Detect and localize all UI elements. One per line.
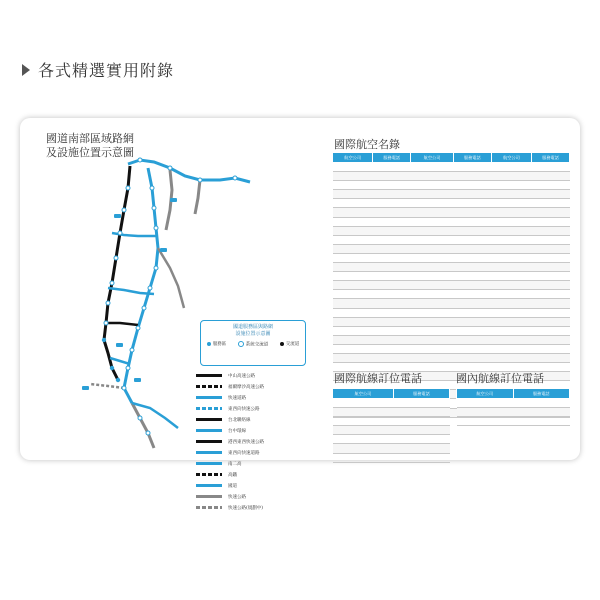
legend-item [196,469,316,480]
table-cell [333,244,373,253]
legend-box-item [238,341,269,348]
legend-item [196,491,316,502]
table-cell [333,299,373,308]
legend-box-item-label: 服務區 [212,342,227,347]
table-cell [491,172,531,181]
table-header-cell: 航空公司 [333,389,394,399]
legend-label: 福爾摩沙高速公路 [228,384,264,390]
legend-box [200,320,306,366]
table-cell [453,235,491,244]
legend-label: 快速公路(規劃中) [228,505,264,511]
table-row [333,281,570,290]
legend-line-icon [196,473,222,476]
table-cell [411,190,454,199]
legend-label: 南二高 [228,461,242,467]
table-cell [453,353,491,362]
table-cell [411,163,454,172]
legend-label: 中山高速公路 [228,373,255,379]
intl-airlines-title: 國際航空名錄 [334,138,400,151]
domestic-booking-table [456,388,570,426]
table-cell [532,290,570,299]
table-cell [333,235,373,244]
table-cell [491,344,531,353]
table-header-cell: 服務電話 [393,389,449,399]
table-cell [333,326,373,335]
legend-box-title [201,324,305,338]
table-row [333,353,570,362]
triangle-bullet-icon [22,64,30,76]
table-cell [393,453,449,462]
legend-line-icon [196,374,222,377]
table-cell [453,226,491,235]
table-row [333,399,450,408]
intl-booking-title: 國際航線訂位電話 [334,372,422,385]
table-cell [333,417,394,426]
table-cell [491,335,531,344]
table-cell [491,253,531,262]
table-cell [333,290,373,299]
table-header-cell: 航空公司 [457,389,514,399]
table-cell [532,344,570,353]
table-cell [393,399,449,408]
table-row [333,172,570,181]
table-row [333,335,570,344]
table-cell [491,181,531,190]
legend-item [196,447,316,458]
table-cell [373,172,411,181]
table-cell [411,181,454,190]
legend-box-row [201,341,305,348]
table-cell [333,426,394,435]
legend-label: 東西向快速公路 [228,406,260,412]
table-header-row [333,389,450,399]
table-cell [453,299,491,308]
legend-line-icon [196,429,222,432]
table-row [333,344,570,353]
table-cell [411,353,454,362]
table-cell [532,263,570,272]
table-cell [453,317,491,326]
table-cell [333,172,373,181]
table-cell [491,326,531,335]
table-cell [393,408,449,417]
table-cell [532,299,570,308]
table-cell [411,226,454,235]
table-cell [491,308,531,317]
legend-box-title-line1: 國道服務區與路網 [232,324,273,330]
table-cell [373,263,411,272]
table-cell [453,344,491,353]
content-card [20,118,580,511]
table-cell [333,281,373,290]
table-cell [373,226,411,235]
legend-item [196,370,316,381]
table-row [333,426,450,435]
table-cell [453,281,491,290]
table-cell [411,172,454,181]
table-cell [453,208,491,217]
table-cell [373,190,411,199]
table-row [333,326,570,335]
table-cell [532,317,570,326]
table-row [333,299,570,308]
table-header-cell: 航空公司 [491,153,531,163]
legend-item [196,381,316,392]
table-row [333,190,570,199]
table-row [333,408,450,417]
table-cell [373,353,411,362]
table-cell [532,226,570,235]
table-cell [453,181,491,190]
table-cell [333,335,373,344]
table-cell [532,253,570,262]
table-cell [411,263,454,272]
table-cell [532,163,570,172]
table-header-cell: 服務電話 [532,153,570,163]
table-cell [411,199,454,208]
road-map-panel [20,118,320,511]
table-cell [333,444,394,453]
table-cell [453,335,491,344]
table-cell [453,253,491,262]
table-cell [333,163,373,172]
table-cell [491,199,531,208]
table-cell [373,199,411,208]
page-title: 各式精選實用附錄 [38,61,175,80]
table-cell [453,172,491,181]
table-cell [333,435,394,444]
legend-label: 高鐵 [228,472,237,478]
table-cell [333,217,373,226]
table-cell [393,426,449,435]
table-cell [373,344,411,353]
table-cell [453,272,491,281]
table-row [333,244,570,253]
table-cell [411,272,454,281]
table-cell [373,272,411,281]
table-cell [373,308,411,317]
legend-line-icon [196,495,222,498]
table-cell [373,217,411,226]
table-cell [411,253,454,262]
page-header [22,58,174,81]
table-cell [333,344,373,353]
table-cell [333,208,373,217]
table-cell [373,235,411,244]
table-cell [532,335,570,344]
table-cell [333,181,373,190]
legend-label: 快速公路 [228,494,246,500]
table-cell [532,181,570,190]
legend-label: 國道 [228,483,237,489]
legend-box-item-label: 系統交流道 [245,342,269,348]
table-cell [532,326,570,335]
table-cell [453,290,491,299]
table-cell [513,399,570,408]
table-cell [457,408,514,417]
table-cell [491,235,531,244]
table-cell [532,308,570,317]
legend-item [196,403,316,414]
legend-line-icon [196,440,222,443]
table-cell [491,163,531,172]
legend-box-item [280,341,300,348]
table-header-cell: 航空公司 [411,153,454,163]
table-cell [373,281,411,290]
table-row [333,263,570,272]
map-title-line1: 國道南部區域路網 [46,132,134,145]
table-cell [513,408,570,417]
table-cell [411,317,454,326]
table-row [333,217,570,226]
table-header-cell: 服務電話 [513,389,570,399]
domestic-booking-title: 國內航線訂位電話 [456,372,544,385]
legend-line-icon [196,407,222,410]
legend-label: 快速道路 [228,395,246,401]
table-row [333,208,570,217]
table-cell [333,308,373,317]
table-cell [333,253,373,262]
table-cell [373,335,411,344]
table-cell [373,317,411,326]
table-cell [453,163,491,172]
map-title-line2: 及設施位置示意圖 [46,146,134,159]
table-row [457,408,570,417]
table-cell [373,208,411,217]
table-cell [453,326,491,335]
table-cell [457,399,514,408]
table-cell [532,244,570,253]
table-cell [491,244,531,253]
table-cell [491,317,531,326]
table-cell [333,317,373,326]
table-cell [333,353,373,362]
table-row [333,181,570,190]
table-cell [491,263,531,272]
legend-label: 港西東西快速公路 [228,439,264,445]
table-cell [411,290,454,299]
legend-item [196,425,316,436]
map-legend [196,370,316,513]
table-cell [491,217,531,226]
map-title [46,132,134,160]
table-row [333,253,570,262]
table-row [333,163,570,172]
table-cell [457,417,514,426]
legend-item [196,392,316,403]
table-cell [411,308,454,317]
table-header-cell: 服務電話 [453,153,491,163]
table-cell [491,353,531,362]
table-cell [532,272,570,281]
table-cell [373,163,411,172]
table-cell [532,208,570,217]
table-cell [333,190,373,199]
legend-item [196,436,316,447]
table-cell [491,226,531,235]
table-row [333,290,570,299]
intl-booking-table [332,388,450,463]
table-cell [453,217,491,226]
table-row [457,417,570,426]
legend-item [196,480,316,491]
table-cell [453,308,491,317]
table-cell [453,199,491,208]
table-row [333,308,570,317]
table-cell [411,335,454,344]
legend-item [196,414,316,425]
table-cell [411,208,454,217]
table-cell [373,326,411,335]
legend-label: 台北聯絡線 [228,417,251,423]
table-cell [333,408,394,417]
table-row [333,435,450,444]
table-cell [532,199,570,208]
table-cell [333,199,373,208]
table-row [333,235,570,244]
legend-label: 台中環線 [228,428,246,434]
table-cell [393,417,449,426]
table-cell [532,281,570,290]
table-cell [393,444,449,453]
table-header-cell: 服務電話 [373,153,411,163]
table-header-cell: 航空公司 [333,153,373,163]
interchange-dot-icon [280,342,284,346]
table-cell [333,226,373,235]
table-cell [532,217,570,226]
table-cell [491,208,531,217]
legend-line-icon [196,484,222,487]
table-cell [453,263,491,272]
table-cell [513,417,570,426]
legend-item [196,458,316,469]
legend-line-icon [196,462,222,465]
table-cell [393,435,449,444]
legend-line-icon [196,418,222,421]
legend-box-item-label: 交流道 [285,342,300,347]
table-cell [333,453,394,462]
table-cell [491,290,531,299]
table-cell [532,235,570,244]
legend-label: 東西向快速道路 [228,450,260,456]
table-cell [411,344,454,353]
legend-box-item [207,341,227,348]
table-cell [373,290,411,299]
table-cell [411,281,454,290]
table-row [333,317,570,326]
table-row [333,417,450,426]
table-row [333,272,570,281]
legend-line-icon [196,385,222,388]
legend-line-icon [196,451,222,454]
table-cell [411,326,454,335]
table-cell [411,235,454,244]
table-cell [453,244,491,253]
table-cell [491,272,531,281]
legend-line-icon [196,396,222,399]
legend-line-icon [196,506,222,509]
service-area-dot-icon [207,342,211,346]
table-cell [373,299,411,308]
legend-item [196,502,316,513]
table-cell [333,263,373,272]
table-cell [532,172,570,181]
table-cell [453,190,491,199]
table-header-row [333,153,570,163]
table-row [333,199,570,208]
table-cell [411,244,454,253]
table-cell [333,399,394,408]
table-cell [373,244,411,253]
table-row [457,399,570,408]
table-cell [532,190,570,199]
table-cell [532,353,570,362]
airline-directory-panel [320,118,580,460]
system-interchange-dot-icon [238,341,244,347]
table-row [333,226,570,235]
table-row [333,444,450,453]
table-header-row [457,389,570,399]
table-cell [491,299,531,308]
table-cell [373,253,411,262]
table-cell [491,190,531,199]
table-cell [373,181,411,190]
table-row [333,453,450,462]
table-cell [411,217,454,226]
table-cell [411,299,454,308]
legend-box-title-line2: 設施位置示意圖 [235,331,271,337]
table-cell [333,272,373,281]
table-cell [491,281,531,290]
